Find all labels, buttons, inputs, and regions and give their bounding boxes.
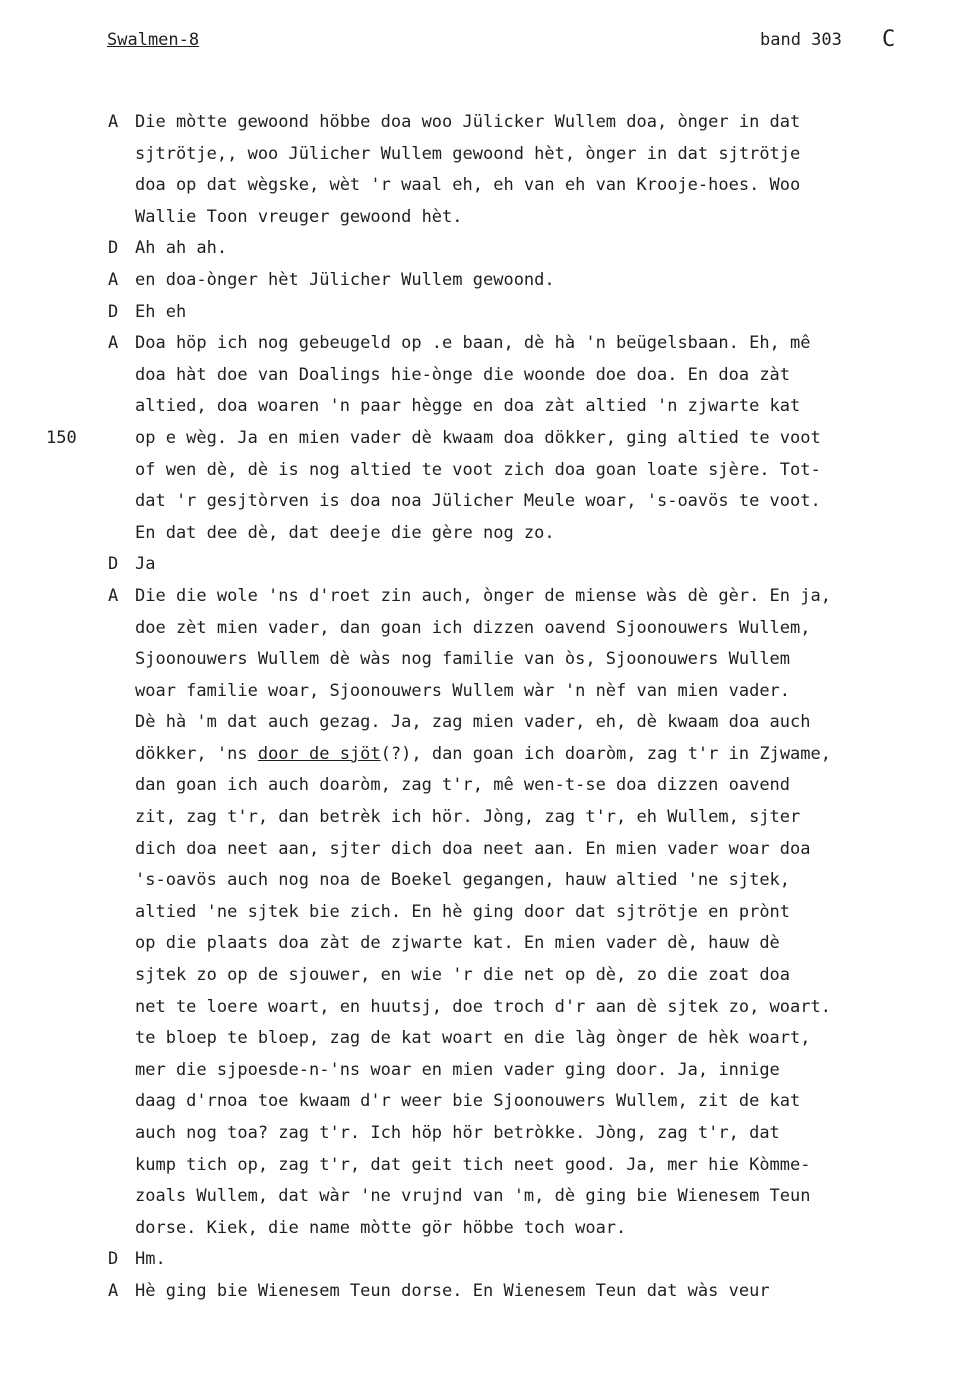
transcript-line xyxy=(108,139,973,171)
handwritten-mark: C xyxy=(882,27,896,52)
utterance-text-part: net te loere woart, en huutsj, doe troch d'r aan dè sjtek zo, woart. xyxy=(135,996,831,1017)
utterance-text-part: sjtrötje,, woo Jülicher Wullem gewoond hèt, ònger in dat sjtrötje xyxy=(135,143,801,164)
utterance-text xyxy=(135,265,555,297)
utterance-text xyxy=(135,139,800,171)
utterance-text xyxy=(135,802,800,834)
transcript-line xyxy=(108,202,973,234)
transcript-line xyxy=(108,107,973,139)
utterance-text-part: zit, zag t'r, dan betrèk ich hör. Jòng, zag t'r, eh Wullem, sjter xyxy=(135,807,801,828)
utterance-text xyxy=(135,1118,780,1150)
utterance-text xyxy=(135,834,811,866)
transcript-line xyxy=(108,391,973,423)
transcript-line xyxy=(108,676,973,708)
utterance-text xyxy=(135,1150,811,1182)
utterance-text-part: te bloep te bloep, zag de kat woart en die làg ònger de hèk woart, xyxy=(135,1028,811,1049)
transcript-line xyxy=(108,1118,973,1150)
utterance-text-part: sjtek zo op de sjouwer, en wie 'r die net op dè, zo die zoat doa xyxy=(135,965,791,986)
transcript-line xyxy=(46,423,973,455)
utterance-text xyxy=(135,613,811,645)
utterance-text-part: dat 'r gesjtòrven is doa noa Jülicher Meule woar, 's-oavös te voot. xyxy=(135,491,821,512)
utterance-text xyxy=(135,644,790,676)
utterance-text-part: (?), dan goan ich doaròm, zag t'r in Zjwame, xyxy=(380,743,831,764)
utterance-text-part: Wallie Toon vreuger gewoond hèt. xyxy=(135,206,463,227)
speaker-label: A xyxy=(108,333,119,354)
transcript-line xyxy=(108,644,973,676)
utterance-text-part: doe zèt mien vader, dan goan ich dizzen oavend Sjoonouwers Wullem, xyxy=(135,617,811,638)
utterance-text-part: Dè hà 'm dat auch gezag. Ja, zag mien vader, eh, dè kwaam doa auch xyxy=(135,712,811,733)
utterance-text-part: doa hàt doe van Doalings hie-ònge die woonde doe doa. En doa zàt xyxy=(135,364,791,385)
transcript-line xyxy=(108,1181,973,1213)
utterance-text-part: Eh eh xyxy=(135,301,187,322)
utterance-text-part: auch nog toa? zag t'r. Ich höp hör betròkke. Jòng, zag t'r, dat xyxy=(135,1123,780,1143)
utterance-text xyxy=(135,1276,770,1308)
transcript-line xyxy=(108,834,973,866)
utterance-text-part: 's-oavös auch nog noa de Boekel gegangen, hauw altied 'ne sjtek, xyxy=(135,870,791,891)
transcript-line xyxy=(108,518,973,550)
transcript-line xyxy=(108,170,973,202)
utterance-text-part: en doa-ònger hèt Jülicher Wullem gewoond. xyxy=(135,269,555,290)
utterance-text xyxy=(135,865,790,897)
transcript-line xyxy=(108,233,973,265)
utterance-text-part: dorse. Kiek, die name mòtte gör höbbe toch woar. xyxy=(135,1217,627,1238)
utterance-text-part: daag d'rnoa toe kwaam d'r weer bie Sjoonouwers Wullem, zit de kat xyxy=(135,1091,801,1112)
utterance-text-part: altied, doa woaren 'n paar hègge en doa zàt altied 'n zjwarte kat xyxy=(135,396,801,417)
transcript-line xyxy=(108,328,973,360)
uncertain-phrase: door de sjöt xyxy=(257,743,381,764)
transcript-line xyxy=(108,1086,973,1118)
utterance-text xyxy=(135,233,227,265)
utterance-text-part: En dat dee dè, dat deeje die gère nog zo. xyxy=(135,522,555,543)
utterance-text xyxy=(135,676,790,708)
utterance-text xyxy=(135,549,155,581)
transcript-line xyxy=(108,1023,973,1055)
utterance-text-part: zoals Wullem, dat wàr 'ne vrujnd van 'm, dè ging bie Wienesem Teun xyxy=(135,1186,811,1207)
utterance-text xyxy=(135,928,780,960)
utterance-text xyxy=(135,107,800,139)
utterance-text xyxy=(135,1213,626,1245)
transcript-line xyxy=(108,739,973,771)
utterance-text xyxy=(135,1181,811,1213)
utterance-text xyxy=(135,518,555,550)
utterance-text-part: dich doa neet aan, sjter dich doa neet aan. En mien vader woar doa xyxy=(135,838,811,859)
margin-line-number: 150 xyxy=(46,427,77,448)
utterance-text xyxy=(135,1086,800,1118)
transcript-line xyxy=(108,928,973,960)
transcript-line xyxy=(108,265,973,297)
utterance-text-part: doa op dat wègske, wèt 'r waal eh, eh van eh van Krooje-hoes. Woo xyxy=(135,175,801,196)
transcript-line xyxy=(108,992,973,1024)
utterance-text xyxy=(135,581,831,613)
utterance-text xyxy=(135,202,463,234)
utterance-text-part: Hm. xyxy=(135,1249,166,1270)
utterance-text-part: Ah ah ah. xyxy=(135,238,228,259)
speaker-label: D xyxy=(108,238,119,259)
transcript-line xyxy=(108,1244,973,1276)
transcript-line xyxy=(108,1276,973,1308)
utterance-text-part: dan goan ich auch doaròm, zag t'r, mê wen-t-se doa dizzen oavend xyxy=(135,775,791,796)
utterance-text-part: Die mòtte gewoond höbbe doa woo Jülicker Wullem doa, ònger in dat xyxy=(135,112,801,132)
speaker-label: A xyxy=(108,112,119,132)
utterance-text xyxy=(135,391,800,423)
utterance-text xyxy=(135,1055,780,1087)
utterance-text-part: op e wèg. Ja en mien vader dè kwaam doa dökker, ging altied te voot xyxy=(135,427,821,448)
document-id: Swalmen-8 xyxy=(107,30,200,50)
utterance-text xyxy=(135,486,821,518)
transcript-line xyxy=(108,549,973,581)
utterance-text xyxy=(135,1244,166,1276)
transcript-line xyxy=(108,455,973,487)
utterance-text xyxy=(135,770,790,802)
transcript-line xyxy=(108,581,973,613)
transcript-line xyxy=(108,802,973,834)
utterance-text xyxy=(135,360,790,392)
utterance-text-part: dökker, 'ns xyxy=(135,743,258,764)
utterance-text xyxy=(135,328,811,360)
utterance-text-part: of wen dè, dè is nog altied te voot zich doa goan loate sjère. Tot- xyxy=(135,459,821,480)
utterance-text xyxy=(135,897,790,929)
tape-number: band 303 xyxy=(760,30,842,50)
transcript-line xyxy=(108,897,973,929)
transcript-line xyxy=(108,486,973,518)
speaker-label: A xyxy=(108,269,119,290)
transcript-line xyxy=(108,865,973,897)
speaker-label: A xyxy=(108,1280,119,1301)
utterance-text-part: kump tich op, zag t'r, dat geit tich neet good. Ja, mer hie Kòmme- xyxy=(135,1154,811,1175)
utterance-text-part: Hè ging bie Wienesem Teun dorse. En Wienesem Teun dat wàs veur xyxy=(135,1280,770,1301)
transcript-line xyxy=(108,297,973,329)
transcript-line xyxy=(108,707,973,739)
speaker-label: D xyxy=(108,554,119,575)
utterance-text-part: mer die sjpoesde-n-'ns woar en mien vader ging door. Ja, innige xyxy=(135,1059,780,1080)
utterance-text xyxy=(135,170,800,202)
transcript-line xyxy=(108,770,973,802)
utterance-text xyxy=(135,423,821,455)
transcript-line xyxy=(108,1213,973,1245)
transcript-line xyxy=(108,360,973,392)
utterance-text xyxy=(135,707,811,739)
utterance-text-part: op die plaats doa zàt de zjwarte kat. En mien vader dè, hauw dè xyxy=(135,933,780,954)
utterance-text-part: woar familie woar, Sjoonouwers Wullem wàr 'n nèf van mien vader. xyxy=(135,680,791,701)
utterance-text xyxy=(135,297,186,329)
speaker-label: A xyxy=(108,585,119,606)
utterance-text-part: Ja xyxy=(135,554,156,575)
utterance-text-part: altied 'ne sjtek bie zich. En hè ging door dat sjtrötje en prònt xyxy=(135,901,791,922)
transcript-line xyxy=(108,1055,973,1087)
speaker-label: D xyxy=(108,1249,119,1270)
utterance-text xyxy=(135,992,831,1024)
utterance-text-part: Sjoonouwers Wullem dè wàs nog familie van òs, Sjoonouwers Wullem xyxy=(135,649,791,670)
utterance-text-part: Die die wole 'ns d'roet zin auch, ònger de miense wàs dè gèr. En ja, xyxy=(135,585,831,606)
utterance-text-part: Doa höp ich nog gebeugeld op .e baan, dè hà 'n beügelsbaan. Eh, mê xyxy=(135,333,811,354)
utterance-text xyxy=(135,739,831,771)
utterance-text xyxy=(135,455,821,487)
utterance-text xyxy=(135,1023,811,1055)
transcript-line xyxy=(108,613,973,645)
transcript-line xyxy=(108,960,973,992)
transcript-body xyxy=(46,107,973,1308)
utterance-text xyxy=(135,960,790,992)
transcript-line xyxy=(108,1150,973,1182)
speaker-label: D xyxy=(108,301,119,322)
